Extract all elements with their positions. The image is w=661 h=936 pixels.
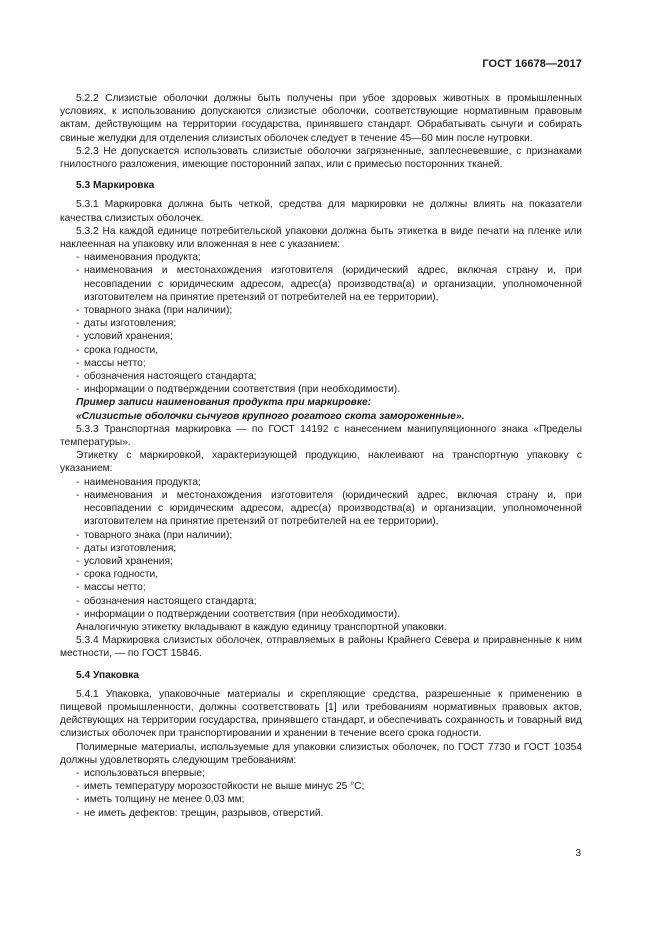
clause-5-2-2: 5.2.2 Слизистые оболочки должны быть получены при убое здоровых животных в промышленных условиях, к использованию допускаются слизистые оболочки, соответствующие нормативным правовым актам, действующим на территории государства, принявшего стандарт. Обрабатывать сычуги и собирать свиные желудки для отделения слизистых оболочек следует в течение 45—60 мин после нутровки. [60, 93, 582, 144]
list-item: - срока годности, [76, 569, 159, 581]
list-item: - информации о подтверждении соответствия (при необходимости). [76, 384, 401, 396]
page-content [60, 92, 582, 820]
analog-label-paragraph: Аналогичную этикетку вкладывают в каждую единицу транспортной упаковки. [76, 621, 447, 633]
section-heading-5-3: 5.3 Маркировка [76, 180, 155, 192]
clause-5-3-1: 5.3.1 Маркировка должна быть четкой, средства для маркировки не должны влиять на показатели качества слизистых оболочек. [60, 199, 582, 224]
standard-designation: ГОСТ 16678—2017 [482, 58, 582, 70]
page-number: 3 [575, 848, 581, 859]
list-item: - массы нетто; [76, 582, 146, 594]
list-item: - информации о подтверждении соответствия (при необходимости). [76, 608, 401, 620]
clause-5-3-3: 5.3.3 Транспортная маркировка — по ГОСТ 14192 с нанесением манипуляционного знака «Пределы температуры». [60, 423, 582, 449]
transport-label-list [60, 476, 582, 621]
list-item: - наименования и местонахождения изготовителя (юридический адрес, включая страну и, при несовпадении с юридическим адресом, адрес(а) производства(а) и организации, уполномоченной изготовителем на принятие претензий от потребителей на ее территории), [76, 265, 582, 303]
list-item: - товарного знака (при наличии); [76, 529, 233, 541]
polymer-paragraph: Полимерные материалы, используемые для упаковки слизистых оболочек, по ГОСТ 7730 и ГОСТ 10354 должны удовлетворять следующим требованиям: [60, 741, 582, 766]
list-item: - массы нетто; [76, 357, 146, 369]
list-item: - наименования продукта; [76, 476, 201, 488]
list-item: - наименования и местонахождения изготовителя (юридический адрес, включая страну и, при несовпадении с юридическим адресом, адрес(а) производства(а) и организации, уполномоченной изготовителем на принятие претензий от потребителей на ее территории), [76, 489, 582, 528]
example-title: Пример записи наименования продукта при маркировке: [76, 397, 372, 409]
list-item: - срока годности, [76, 344, 159, 356]
clause-5-3-2: 5.3.2 На каждой единице потребительской упаковки должна быть этикетка в виде печати на пленке или наклеенная на упаковку или вложенная в нее с указанием: [60, 225, 582, 251]
list-item: - даты изготовления; [76, 318, 177, 330]
list-item: - условий хранения; [76, 555, 173, 567]
list-item: - обозначения настоящего стандарта; [76, 595, 257, 607]
list-item: - даты изготовления; [76, 542, 177, 554]
list-item: - наименования продукта; [76, 252, 201, 264]
list-item: - использоваться впервые; [76, 767, 205, 779]
consumer-label-list [60, 251, 582, 396]
list-item: - иметь температуру морозостойкости не выше минус 25 °С; [76, 781, 365, 793]
clause-5-2-3: 5.2.3 Не допускается использовать слизистые оболочки загрязненные, заплесневевшие, с признаками гнилостного разложения, имеющие посторонний запах, или с примесью посторонних тканей. [60, 145, 582, 171]
section-heading-5-4: 5.4 Упаковка [76, 669, 139, 681]
transport-label-paragraph: Этикетку с маркировкой, характеризующей продукцию, наклеивают на транспортную упаковку с указанием: [60, 450, 582, 475]
list-item: - не иметь дефектов: трещин, разрывов, отверстий. [76, 807, 324, 819]
clause-5-3-4: 5.3.4 Маркировка слизистых оболочек, отправляемых в районы Крайнего Севера и приравненные к ним местности, — по ГОСТ 15846. [60, 635, 582, 660]
list-item: - товарного знака (при наличии); [76, 305, 233, 317]
polymer-requirements-list [60, 767, 582, 820]
example-text: «Слизистые оболочки сычугов крупного рогатого скота замороженные». [76, 410, 465, 422]
clause-5-4-1: 5.4.1 Упаковка, упаковочные материалы и скрепляющие средства, разрешенные к применению в пищевой промышленности, должны соответствовать [1] или требованиям нормативных правовых актов, действующих на территории государства, принявшего стандарт, и обеспечивать сохранность и товарный вид слизистых оболочек при транспортировании и хранении в течение всего срока годности. [60, 688, 582, 740]
list-item: - условий хранения; [76, 331, 173, 343]
list-item: - обозначения настоящего стандарта; [76, 371, 257, 383]
list-item: - иметь толщину не менее 0,03 мм; [76, 794, 245, 806]
